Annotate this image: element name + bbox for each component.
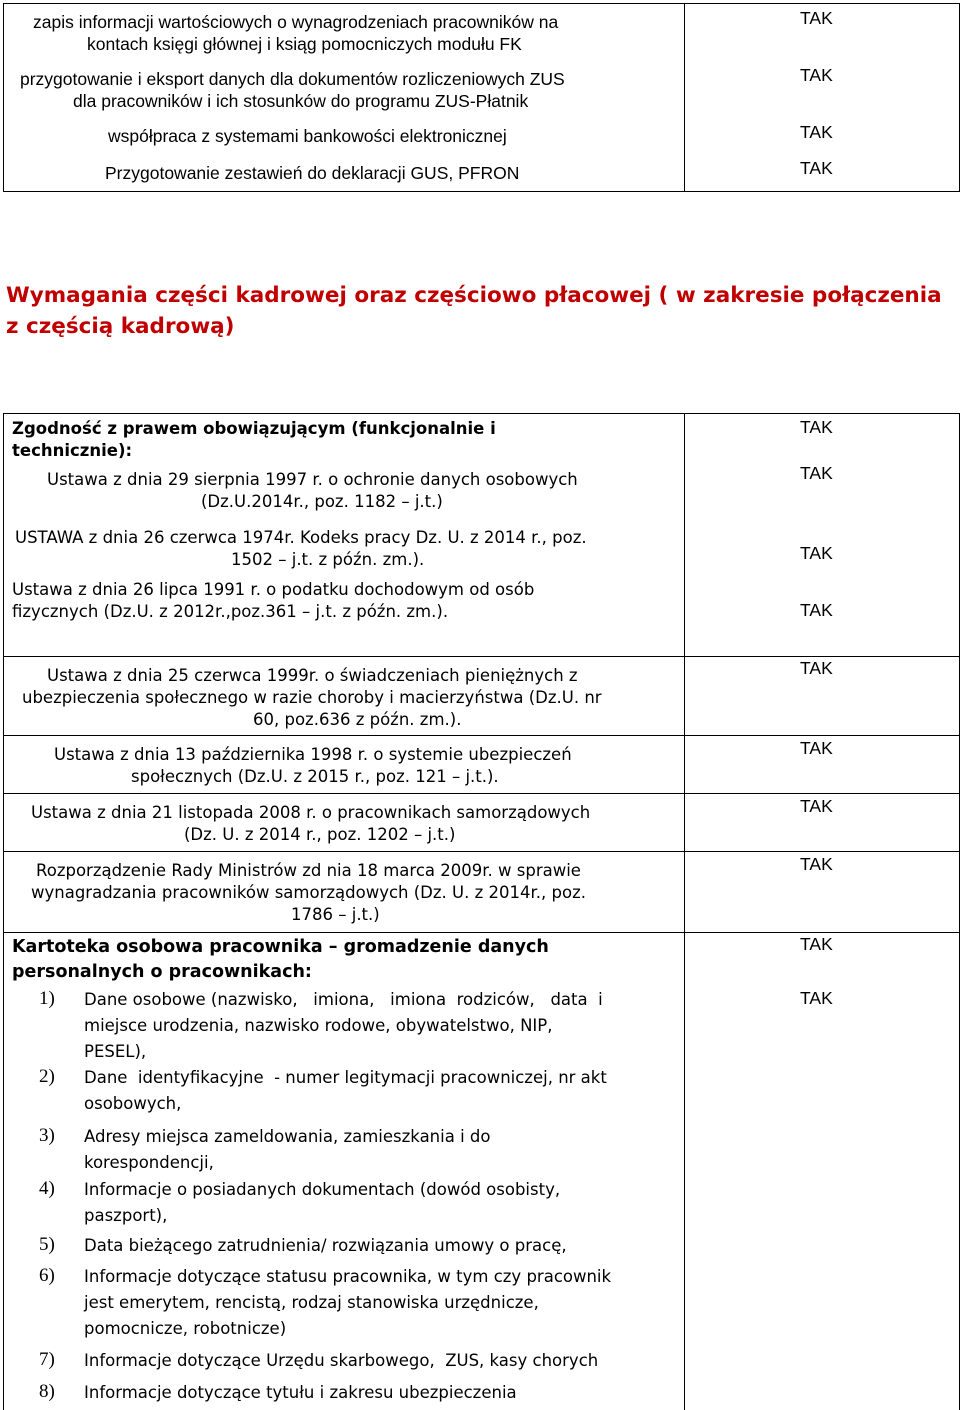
kartoteka-item-3-line1: Adresy miejsca zameldowania, zamieszkania i do xyxy=(84,1127,491,1146)
kartoteka-item-3 xyxy=(84,1124,674,1176)
kartoteka-item-4-line2: paszport), xyxy=(84,1206,168,1225)
kartoteka-item-5-line1: Data bieżącego zatrudnienia/ rozwiązania umowy o pracę, xyxy=(84,1236,567,1255)
section-heading-line2: z częścią kadrową) xyxy=(6,314,235,339)
law-income-tax-line2: fizycznych (Dz.U. z 2012r.,poz.361 – j.t. z późn. zm.). xyxy=(12,602,449,621)
table1-row3-text: współpraca z systemami bankowości elektronicznej xyxy=(108,126,507,146)
kartoteka-item-1-number: 1) xyxy=(39,988,55,1009)
kartoteka-item-1 xyxy=(84,987,674,1065)
kartoteka-item-2-line2: osobowych, xyxy=(84,1094,182,1113)
law-income-tax-line1: Ustawa z dnia 26 lipca 1991 r. o podatku dochodowym od osób xyxy=(12,580,535,599)
kartoteka-title-line2: personalnych o pracownikach: xyxy=(12,962,312,982)
law-data-protection-value: TAK xyxy=(800,463,833,483)
kartoteka-list-value: TAK xyxy=(800,988,833,1008)
table1-row2-line2: dla pracowników i ich stosunków do programu ZUS-Płatnik xyxy=(73,91,529,111)
kartoteka-item-2-line1: Dane identyfikacyjne - numer legitymacji pracowniczej, nr akt xyxy=(84,1068,607,1087)
law-data-protection-line1: Ustawa z dnia 29 sierpnia 1997 r. o ochronie danych osobowych xyxy=(47,470,578,489)
kartoteka-item-7 xyxy=(84,1348,674,1374)
kartoteka-item-7-number: 7) xyxy=(39,1349,55,1370)
kartoteka-item-5-number: 5) xyxy=(39,1234,55,1255)
kartoteka-item-8 xyxy=(84,1380,674,1406)
section-heading xyxy=(6,280,946,342)
law-labour-code-line1: USTAWA z dnia 26 czerwca 1974r. Kodeks pracy Dz. U. z 2014 r., poz. xyxy=(15,528,587,547)
regulation-line1: Rozporządzenie Rady Ministrów zd nia 18 marca 2009r. w sprawie xyxy=(36,861,581,880)
law-labour-code-line2: 1502 – j.t. z późn. zm.). xyxy=(231,550,425,569)
regulation-line3: 1786 – j.t.) xyxy=(291,905,380,924)
law-sickness-value: TAK xyxy=(800,658,833,678)
kartoteka-item-1-line2: miejsce urodzenia, nazwisko rodowe, obywatelstwo, NIP, xyxy=(84,1016,553,1035)
law-selfgov-value: TAK xyxy=(800,796,833,816)
regulation-value: TAK xyxy=(800,854,833,874)
kartoteka-item-8-number: 8) xyxy=(39,1381,55,1402)
kartoteka-item-6-line2: jest emerytem, rencistą, rodzaj stanowiska urzędnicze, xyxy=(84,1293,539,1312)
kartoteka-item-6 xyxy=(84,1264,674,1342)
law-labour-code-value: TAK xyxy=(800,543,833,563)
law-social-line2: społecznych (Dz.U. z 2015 r., poz. 121 – j.t.). xyxy=(131,767,499,786)
law-social-line1: Ustawa z dnia 13 października 1998 r. o systemie ubezpieczeń xyxy=(54,745,572,764)
law-social-value: TAK xyxy=(800,738,833,758)
table1-row4-text: Przygotowanie zestawień do deklaracji GUS, PFRON xyxy=(105,163,520,183)
law-sickness-line3: 60, poz.636 z późn. zm.). xyxy=(253,710,462,729)
law-data-protection-line2: (Dz.U.2014r., poz. 1182 – j.t.) xyxy=(201,492,443,511)
compliance-value: TAK xyxy=(800,417,833,437)
kartoteka-item-7-line1: Informacje dotyczące Urzędu skarbowego, ZUS, kasy chorych xyxy=(84,1351,599,1370)
table1-row1-line1: zapis informacji wartościowych o wynagrodzeniach pracowników na xyxy=(33,12,559,32)
kartoteka-item-6-number: 6) xyxy=(39,1265,55,1286)
table1-row2-line1: przygotowanie i eksport danych dla dokumentów rozliczeniowych ZUS xyxy=(20,69,565,89)
kartoteka-item-4-line1: Informacje o posiadanych dokumentach (dowód osobisty, xyxy=(84,1180,561,1199)
law-selfgov-line1: Ustawa z dnia 21 listopada 2008 r. o pracownikach samorządowych xyxy=(31,803,591,822)
kartoteka-title-value: TAK xyxy=(800,934,833,954)
kartoteka-item-3-number: 3) xyxy=(39,1125,55,1146)
regulation-line2: wynagradzania pracowników samorządowych (Dz. U. z 2014r., poz. xyxy=(31,883,586,902)
law-sickness-line2: ubezpieczenia społecznego w razie choroby i macierzyństwa (Dz.U. nr xyxy=(22,688,602,707)
law-income-tax-value: TAK xyxy=(800,600,833,620)
table1-row1-line2: kontach księgi głównej i ksiąg pomocniczych modułu FK xyxy=(87,34,522,54)
kartoteka-item-2 xyxy=(84,1065,674,1117)
table1-row4-value: TAK xyxy=(800,158,833,178)
table1-row1-value: TAK xyxy=(800,8,833,28)
law-selfgov-line2: (Dz. U. z 2014 r., poz. 1202 – j.t.) xyxy=(184,825,456,844)
kartoteka-item-2-number: 2) xyxy=(39,1066,55,1087)
kartoteka-item-6-line3: pomocnicze, robotnicze) xyxy=(84,1319,287,1338)
kartoteka-item-6-line1: Informacje dotyczące statusu pracownika, w tym czy pracownik xyxy=(84,1267,612,1286)
kartoteka-item-1-line3: PESEL), xyxy=(84,1042,147,1061)
kartoteka-item-1-line1: Dane osobowe (nazwisko, imiona, imiona rodziców, data i xyxy=(84,990,603,1009)
section-heading-line1: Wymagania części kadrowej oraz częściowo płacowej ( w zakresie połączenia xyxy=(6,283,942,308)
kartoteka-item-4-number: 4) xyxy=(39,1178,55,1199)
kartoteka-item-8-line1: Informacje dotyczące tytułu i zakresu ubezpieczenia xyxy=(84,1383,517,1402)
compliance-title-line1: Zgodność z prawem obowiązującym (funkcjonalnie i xyxy=(12,419,496,438)
kartoteka-item-3-line2: korespondencji, xyxy=(84,1153,214,1172)
kartoteka-title-line1: Kartoteka osobowa pracownika – gromadzenie danych xyxy=(12,937,549,957)
kartoteka-item-5 xyxy=(84,1233,674,1259)
table1-row3-value: TAK xyxy=(800,122,833,142)
table1-row2-value: TAK xyxy=(800,65,833,85)
kartoteka-item-4 xyxy=(84,1177,674,1229)
compliance-title-line2: technicznie): xyxy=(12,441,133,460)
law-sickness-line1: Ustawa z dnia 25 czerwca 1999r. o świadczeniach pieniężnych z xyxy=(47,666,578,685)
